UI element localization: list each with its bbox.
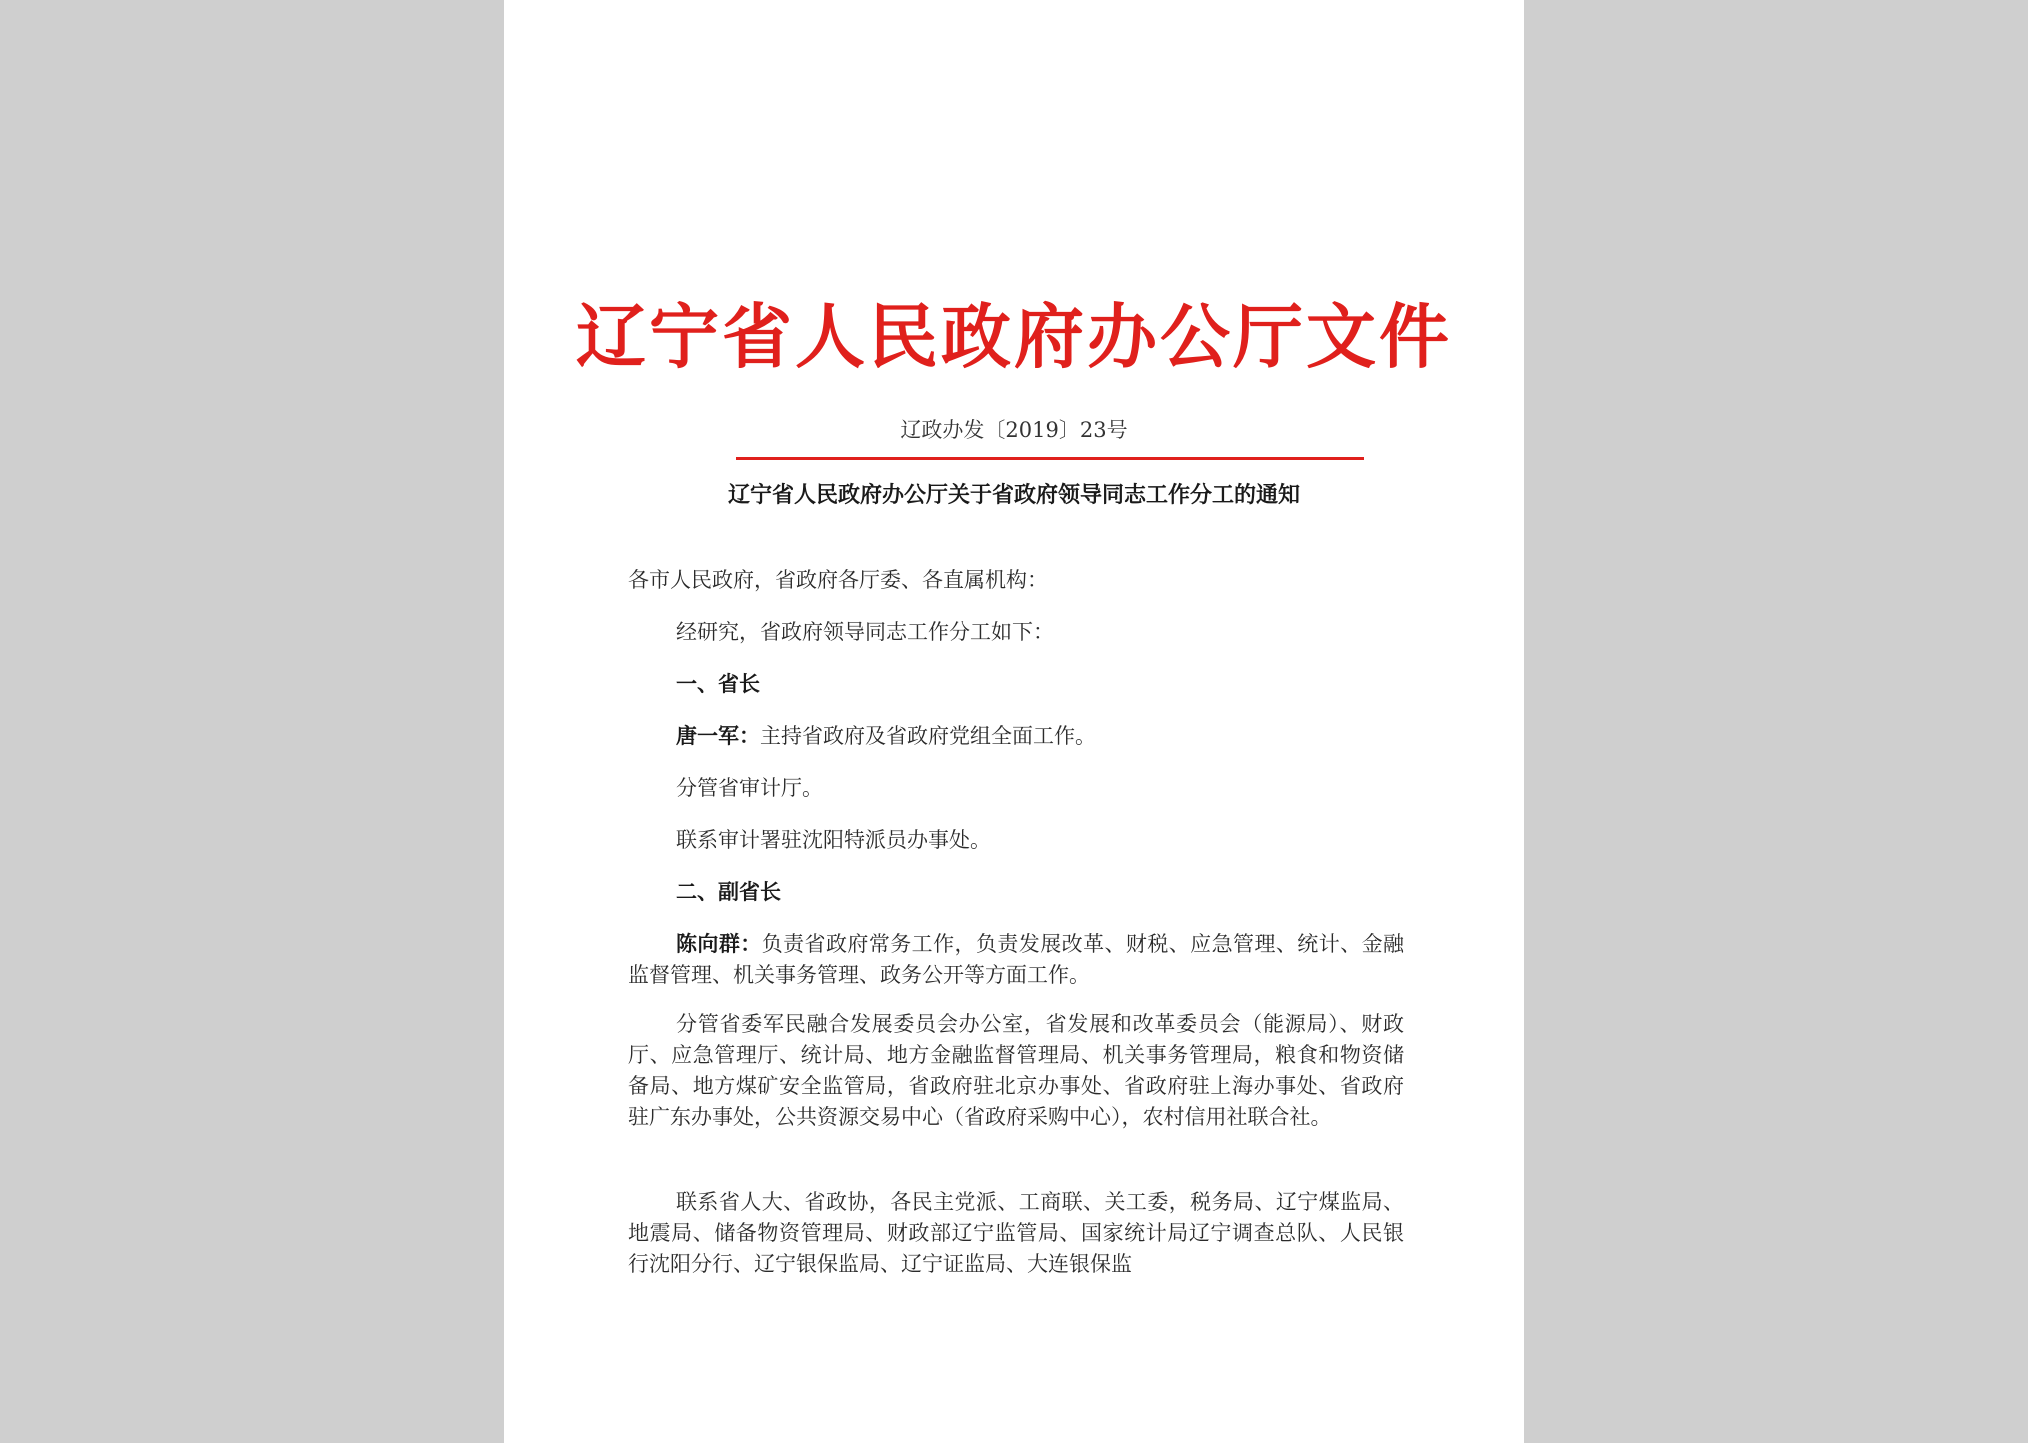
section1-liaison-text: 联系审计署驻沈阳特派员办事处。 xyxy=(676,828,991,852)
salutation xyxy=(628,565,1404,596)
section2-manages-text: 分管省委军民融合发展委员会办公室，省发展和改革委员会（能源局）、财政厅、应急管理厅、统计局、地方金融监督管理局、机关事务管理局，粮食和物资储备局、地方煤矿安全监管局，省政府驻北京办事处、省政府驻上海办事处、省政府驻广东办事处，公共资源交易中心（省政府采购中心），农村信用社联合社。 xyxy=(628,1012,1404,1129)
intro-text: 经研究，省政府领导同志工作分工如下： xyxy=(676,620,1054,644)
section2-liaison-text: 联系省人大、省政协，各民主党派、工商联、关工委，税务局、辽宁煤监局、地震局、储备物资管理局、财政部辽宁监管局、国家统计局辽宁调查总队、人民银行沈阳分行、辽宁银保监局、辽宁证监局、大连银保监 xyxy=(628,1190,1404,1276)
red-divider-line xyxy=(736,457,1364,460)
section2-duty-paragraph xyxy=(628,929,1404,991)
section2-heading xyxy=(628,877,1404,908)
salutation-text: 各市人民政府，省政府各厅委、各直属机构： xyxy=(628,568,1048,592)
section1-liaison-paragraph xyxy=(628,825,1404,856)
notice-title: 辽宁省人民政府办公厅关于省政府领导同志工作分工的通知 xyxy=(727,483,1300,508)
section2-heading-text: 二、副省长 xyxy=(676,880,781,904)
section2-person-name: 陈向群： xyxy=(676,932,762,956)
section1-manages-text: 分管省审计厅。 xyxy=(676,776,823,800)
section1-manages-paragraph xyxy=(628,773,1404,804)
section1-person-name: 唐一军： xyxy=(676,724,760,748)
document-header-title: 辽宁省人民政府办公厅文件 xyxy=(576,296,1452,378)
section2-liaison-paragraph xyxy=(628,1187,1404,1280)
document-number: 辽政办发〔2019〕23号 xyxy=(900,418,1128,442)
section2-manages-paragraph xyxy=(628,1009,1404,1133)
section2-duty-text xyxy=(628,929,1404,991)
section1-duty: 主持省政府及省政府党组全面工作。 xyxy=(760,724,1096,748)
section1-heading xyxy=(628,669,1404,700)
intro-paragraph xyxy=(628,617,1404,648)
document-page xyxy=(504,0,1524,1443)
section1-heading-text: 一、省长 xyxy=(676,672,760,696)
section2-duty: 负责省政府常务工作，负责发展改革、财税、应急管理、统计、金融监督管理、机关事务管理、政务公开等方面工作。 xyxy=(628,932,1405,987)
section1-duty-text xyxy=(628,721,1404,752)
section1-duty-paragraph xyxy=(628,721,1404,752)
